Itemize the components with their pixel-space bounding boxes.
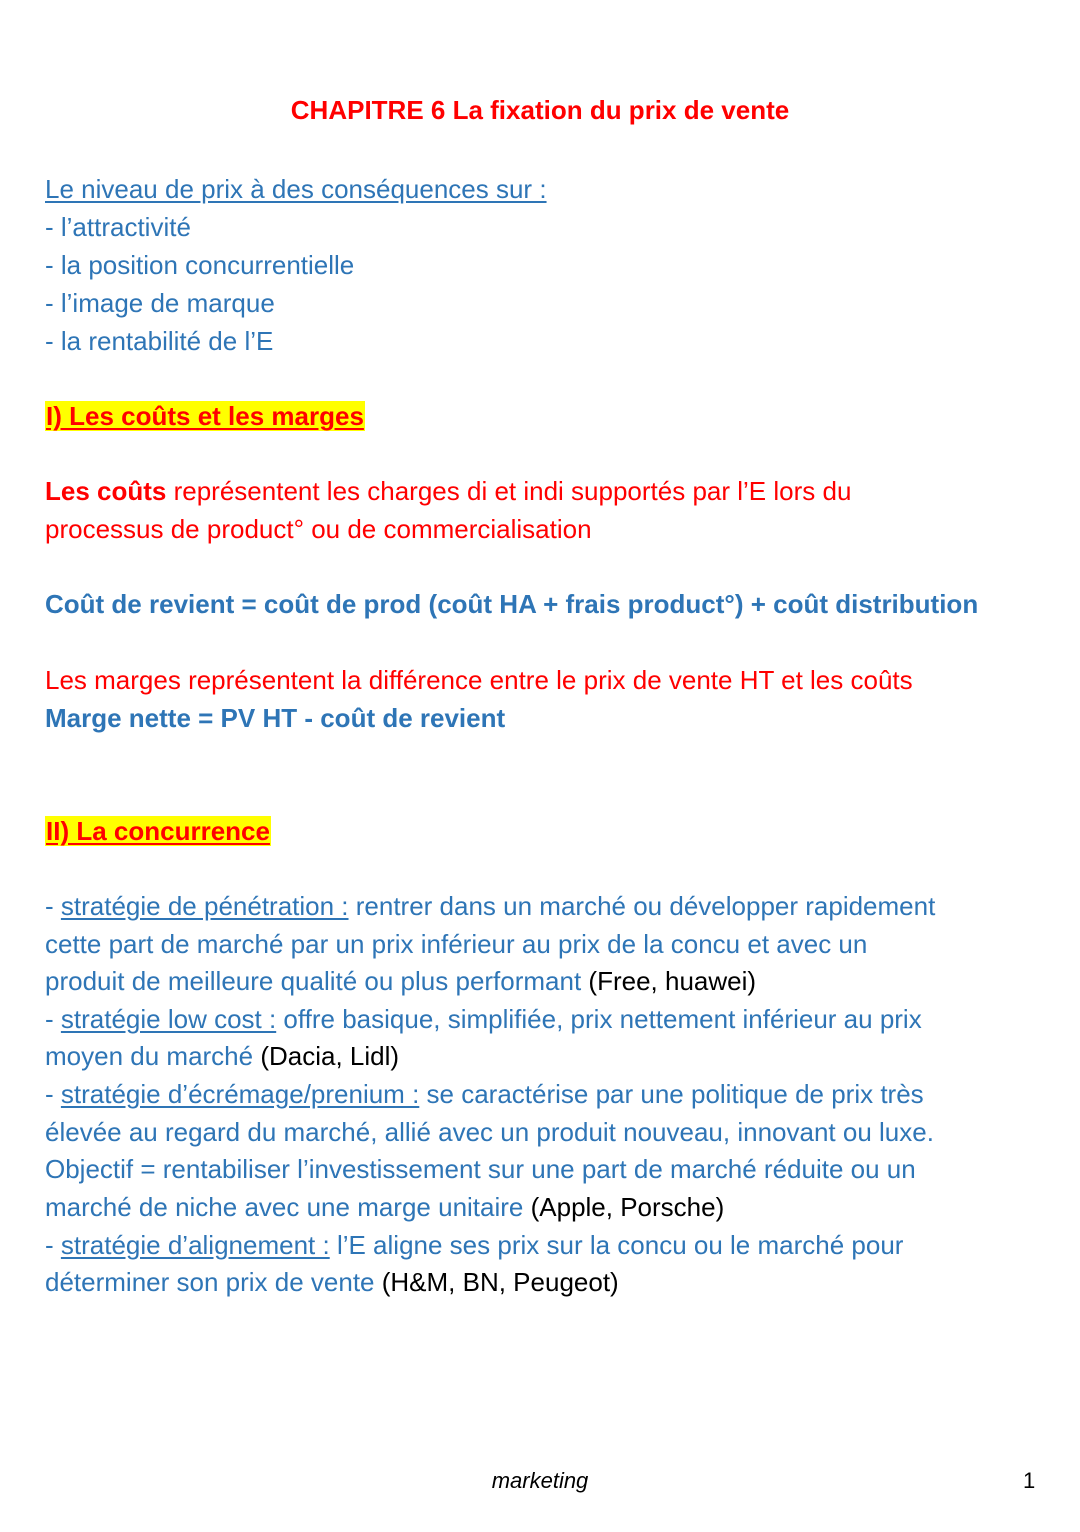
couts-definition-line-2: processus de product° ou de commercialisation [45, 514, 592, 544]
strategy-ecremage-line-2: élevée au regard du marché, allié avec un produit nouveau, innovant ou luxe. [45, 1117, 934, 1147]
strategy-text: rentrer dans un marché ou développer rapidement [348, 891, 936, 921]
formula-cout-de-revient: Coût de revient = coût de prod (coût HA + frais product°) + coût distribution [45, 589, 979, 619]
strategy-penetration-line-1 [45, 887, 935, 925]
bullet-dash: - [45, 1230, 61, 1260]
strategy-text: se caractérise par une politique de prix très [419, 1079, 924, 1109]
strategy-ecremage-line-3: Objectif = rentabiliser l’investissement sur une part de marché réduite ou un [45, 1154, 916, 1184]
bullet-dash: - [45, 1004, 61, 1034]
section-heading-2 [45, 812, 271, 850]
strategy-name: stratégie d’écrémage/prenium : [60, 1079, 420, 1109]
strategy-text: déterminer son prix de vente [45, 1267, 375, 1297]
bullet-dash: - [45, 1079, 61, 1109]
strategy-text: produit de meilleure qualité ou plus performant [45, 966, 582, 996]
strategy-low-cost-line-2 [45, 1037, 399, 1075]
strategy-ecremage-line-1 [45, 1075, 924, 1113]
strategy-text: moyen du marché [45, 1041, 254, 1071]
section-heading-1 [45, 397, 365, 435]
strategy-examples: (Dacia, Lidl) [253, 1041, 400, 1071]
footer-label: marketing [491, 1468, 589, 1493]
strategy-examples: (Apple, Porsche) [523, 1192, 725, 1222]
strategy-name: stratégie d’alignement : [60, 1230, 330, 1260]
strategy-alignement-line-2 [45, 1263, 619, 1301]
strategy-text: marché de niche avec une marge unitaire [45, 1192, 524, 1222]
strategy-examples: (Free, huawei) [581, 966, 757, 996]
section-heading-1-text: I) Les coûts et les marges [46, 401, 364, 431]
strategy-alignement-line-1 [45, 1226, 903, 1264]
page-title: CHAPITRE 6 La fixation du prix de vente [290, 95, 790, 125]
strategy-text: offre basique, simplifiée, prix nettement inférieur au prix [276, 1004, 922, 1034]
couts-definition-text: représentent les charges di et indi supportés par l’E lors du [166, 476, 852, 506]
couts-definition-line-1 [45, 472, 851, 510]
strategy-penetration-line-3 [45, 962, 756, 1000]
couts-term: Les coûts [45, 476, 167, 506]
strategy-examples: (H&M, BN, Peugeot) [374, 1267, 619, 1297]
intro-item: - l’image de marque [45, 288, 275, 318]
strategy-penetration-line-2: cette part de marché par un prix inférieur au prix de la concu et avec un [45, 929, 868, 959]
strategy-text: l’E aligne ses prix sur la concu ou le marché pour [329, 1230, 904, 1260]
marges-definition: Les marges représentent la différence entre le prix de vente HT et les coûts [45, 665, 913, 695]
strategy-name: stratégie low cost : [60, 1004, 277, 1034]
strategy-low-cost-line-1 [45, 1000, 922, 1038]
section-heading-2-text: II) La concurrence [46, 816, 270, 846]
intro-item: - la position concurrentielle [45, 250, 355, 280]
strategy-name: stratégie de pénétration : [60, 891, 349, 921]
intro-item: - l’attractivité [45, 212, 191, 242]
formula-marge-nette: Marge nette = PV HT - coût de revient [45, 703, 506, 733]
intro-item: - la rentabilité de l’E [45, 326, 274, 356]
bullet-dash: - [45, 891, 61, 921]
page-number: 1 [1023, 1468, 1036, 1493]
intro-lead-text: Le niveau de prix à des conséquences sur : [45, 174, 547, 204]
strategy-ecremage-line-4 [45, 1188, 724, 1226]
intro-lead [45, 170, 547, 208]
